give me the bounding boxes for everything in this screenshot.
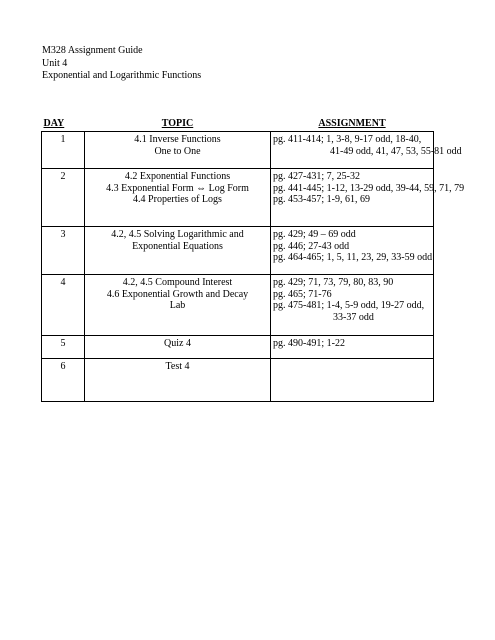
table-row bbox=[42, 336, 434, 359]
course-title: M328 Assignment Guide bbox=[42, 45, 143, 56]
assignment-line: pg. 453-457; 1-9, 61, 69 bbox=[273, 194, 370, 205]
unit-number: Unit 4 bbox=[42, 57, 68, 69]
topic-cell bbox=[85, 132, 271, 169]
day-cell: 6 bbox=[42, 359, 85, 402]
topic-cell bbox=[85, 336, 271, 359]
assignment-line: pg. 465; 71-76 bbox=[273, 288, 332, 300]
topic-cell bbox=[85, 275, 271, 336]
topic-line: 4.6 Exponential Growth and Decay bbox=[106, 288, 249, 300]
day-cell: 3 bbox=[42, 227, 85, 275]
topic-line: 4.2 Exponential Functions bbox=[124, 171, 231, 182]
topic-line: One to One bbox=[154, 145, 201, 157]
day-cell: 2 bbox=[42, 169, 85, 227]
assignment-cell bbox=[271, 132, 462, 169]
topic-line: Test 4 bbox=[165, 361, 190, 372]
assignment-cell bbox=[271, 275, 434, 336]
table-row bbox=[42, 359, 434, 402]
table-row bbox=[42, 132, 434, 169]
topic-cell bbox=[85, 359, 271, 402]
assignment-line: pg. 490-491; 1-22 bbox=[273, 338, 345, 349]
assignment-line: 41-49 odd, 41, 47, 53, 55-81 odd bbox=[330, 145, 462, 157]
table-row bbox=[42, 227, 434, 275]
assignment-line: pg. 427-431; 7, 25-32 bbox=[273, 171, 360, 182]
topic-line: 4.1 Inverse Functions bbox=[134, 134, 221, 145]
assignment-cell bbox=[271, 336, 434, 359]
topic-line: Exponential Equations bbox=[132, 240, 223, 252]
table-row bbox=[42, 169, 434, 227]
topic-line: Quiz 4 bbox=[164, 338, 191, 349]
assignment-line: pg. 411-414; 1, 3-8, 9-17 odd, 18-40, bbox=[273, 134, 422, 145]
day-cell: 5 bbox=[42, 336, 85, 359]
assignment-line: pg. 464-465; 1, 5, 11, 23, 29, 33-59 odd bbox=[273, 252, 433, 263]
document-header bbox=[42, 45, 201, 83]
assignment-cell bbox=[271, 169, 465, 227]
assignment-line: pg. 441-445; 1-12, 13-29 odd, 39-44, 59, 71, 79 bbox=[273, 182, 465, 194]
table-row bbox=[42, 275, 434, 336]
assignment-line: pg. 446; 27-43 odd bbox=[273, 240, 350, 252]
topic-cell bbox=[85, 169, 271, 227]
day-cell: 4 bbox=[42, 275, 85, 336]
topic-line: 4.2, 4.5 Solving Logarithmic and bbox=[111, 229, 244, 240]
unit-title: Exponential and Logarithmic Functions bbox=[42, 70, 202, 81]
topic-line: 4.4 Properties of Logs bbox=[133, 194, 222, 205]
assignment-line: pg. 475-481; 1-4, 5-9 odd, 19-27 odd, bbox=[273, 300, 425, 311]
topic-cell bbox=[85, 227, 271, 275]
topic-line: Lab bbox=[169, 300, 186, 311]
assignment-cell bbox=[271, 227, 434, 275]
assignment-table bbox=[41, 112, 465, 402]
topic-line: 4.2, 4.5 Compound Interest bbox=[122, 277, 233, 288]
assignment-line: pg. 429; 71, 73, 79, 80, 83, 90 bbox=[273, 277, 394, 288]
day-cell: 1 bbox=[42, 132, 85, 169]
column-header-topic: TOPIC bbox=[161, 117, 194, 129]
assignment-line: 33-37 odd bbox=[333, 311, 374, 323]
column-header-day: DAY bbox=[43, 117, 65, 129]
assignment-line: pg. 429; 49 – 69 odd bbox=[273, 229, 356, 240]
assignment-cell bbox=[271, 359, 434, 402]
column-header-assignment: ASSIGNMENT bbox=[318, 117, 386, 129]
topic-line: 4.3 Exponential Form ⇔ Log Form bbox=[106, 182, 249, 194]
table-header-row bbox=[42, 112, 434, 132]
